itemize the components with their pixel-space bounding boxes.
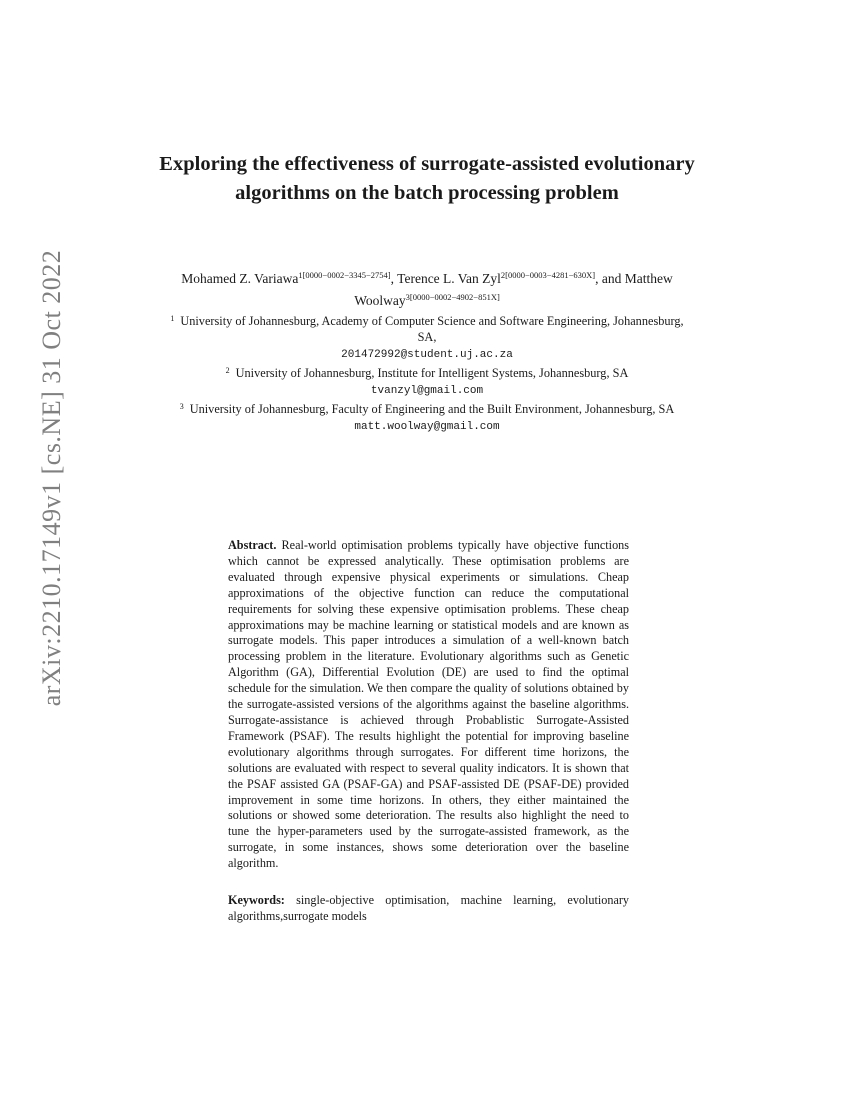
author-separator: , and xyxy=(595,271,625,286)
author-separator: , xyxy=(390,271,398,286)
abstract xyxy=(228,538,629,872)
author-name: Mohamed Z. Variawa xyxy=(181,271,299,286)
author-list xyxy=(160,266,694,310)
abstract-label: Abstract. xyxy=(228,538,277,552)
affiliation xyxy=(160,363,694,399)
abstract-text: Real-world optimisation problems typically have objective functions which cannot be expressed analytically. These optimisation problems are evaluated through expensive physical experiments or simulations. Cheap approximations of the objective function can reduce the computational requirements for solving these expensive optimisation problems. These cheap approximations may be machine learning or statistical models and are known as surrogate models. This paper introduces a simulation of a well-known batch processing problem in the literature. Evolutionary algorithms such as Genetic Algorithm (GA), Differential Evolution (DE) are used to find the optimal schedule for the simulation. We then compare the quality of solutions obtained by the surrogate-assisted versions of the algorithms against the baseline algorithms. Surrogate-assistance is achieved through Probablistic Surrogate-Assisted Framework (PSAF). The results highlight the potential for improving baseline evolutionary algorithms through surrogates. For different time horizons, the solutions are evaluated with respect to several quality indicators. It is shown that the PSAF assisted GA (PSAF-GA) and PSAF-assisted DE (PSAF-DE) provided improvement in some time horizons. In others, they either maintained the solutions or showed some deterioration. The results also highlight the need to tune the hyper-parameters used by the surrogate-assisted framework, as the surrogate, in some instances, shows some deterioration over the baseline algorithm. xyxy=(228,538,629,871)
affiliation-number: 2 xyxy=(225,366,230,375)
keywords xyxy=(228,893,629,925)
affiliation-email: tvanzyl@gmail.com xyxy=(370,385,484,397)
keywords-text: single-objective optimisation, machine learning, evolutionary algorithms,surrogate models xyxy=(228,893,630,923)
paper-title: Exploring the effectiveness of surrogate-assisted evolutionary algorithms on the batch processing problem xyxy=(159,153,695,204)
author-orcid: 3[0000−0002−4902−851X] xyxy=(405,292,500,302)
affiliation-list xyxy=(160,311,694,435)
affiliation xyxy=(160,311,694,363)
author-name: Terence L. Van Zyl xyxy=(397,271,501,286)
affiliation-text: University of Johannesburg, Academy of Computer Science and Software Engineering, Johannesburg, SA, xyxy=(180,314,684,344)
affiliation-number: 1 xyxy=(170,314,175,323)
arxiv-stamp: arXiv:2210.17149v1 [cs.NE] 31 Oct 2022 xyxy=(37,249,66,707)
affiliation xyxy=(160,399,694,435)
affiliation-number: 3 xyxy=(179,402,184,411)
author-name: Matthew Woolway xyxy=(354,271,673,308)
keywords-label: Keywords: xyxy=(228,893,285,907)
affiliation-email: 201472992@student.uj.ac.za xyxy=(341,349,513,361)
author-orcid: 1[0000−0002−3345−2754] xyxy=(298,270,391,280)
affiliation-email: matt.woolway@gmail.com xyxy=(354,421,500,433)
affiliation-text: University of Johannesburg, Institute for Intelligent Systems, Johannesburg, SA xyxy=(235,366,629,380)
author-orcid: 2[0000−0003−4281−630X] xyxy=(500,270,596,280)
affiliation-text: University of Johannesburg, Faculty of Engineering and the Built Environment, Johannesburg, SA xyxy=(189,402,675,416)
